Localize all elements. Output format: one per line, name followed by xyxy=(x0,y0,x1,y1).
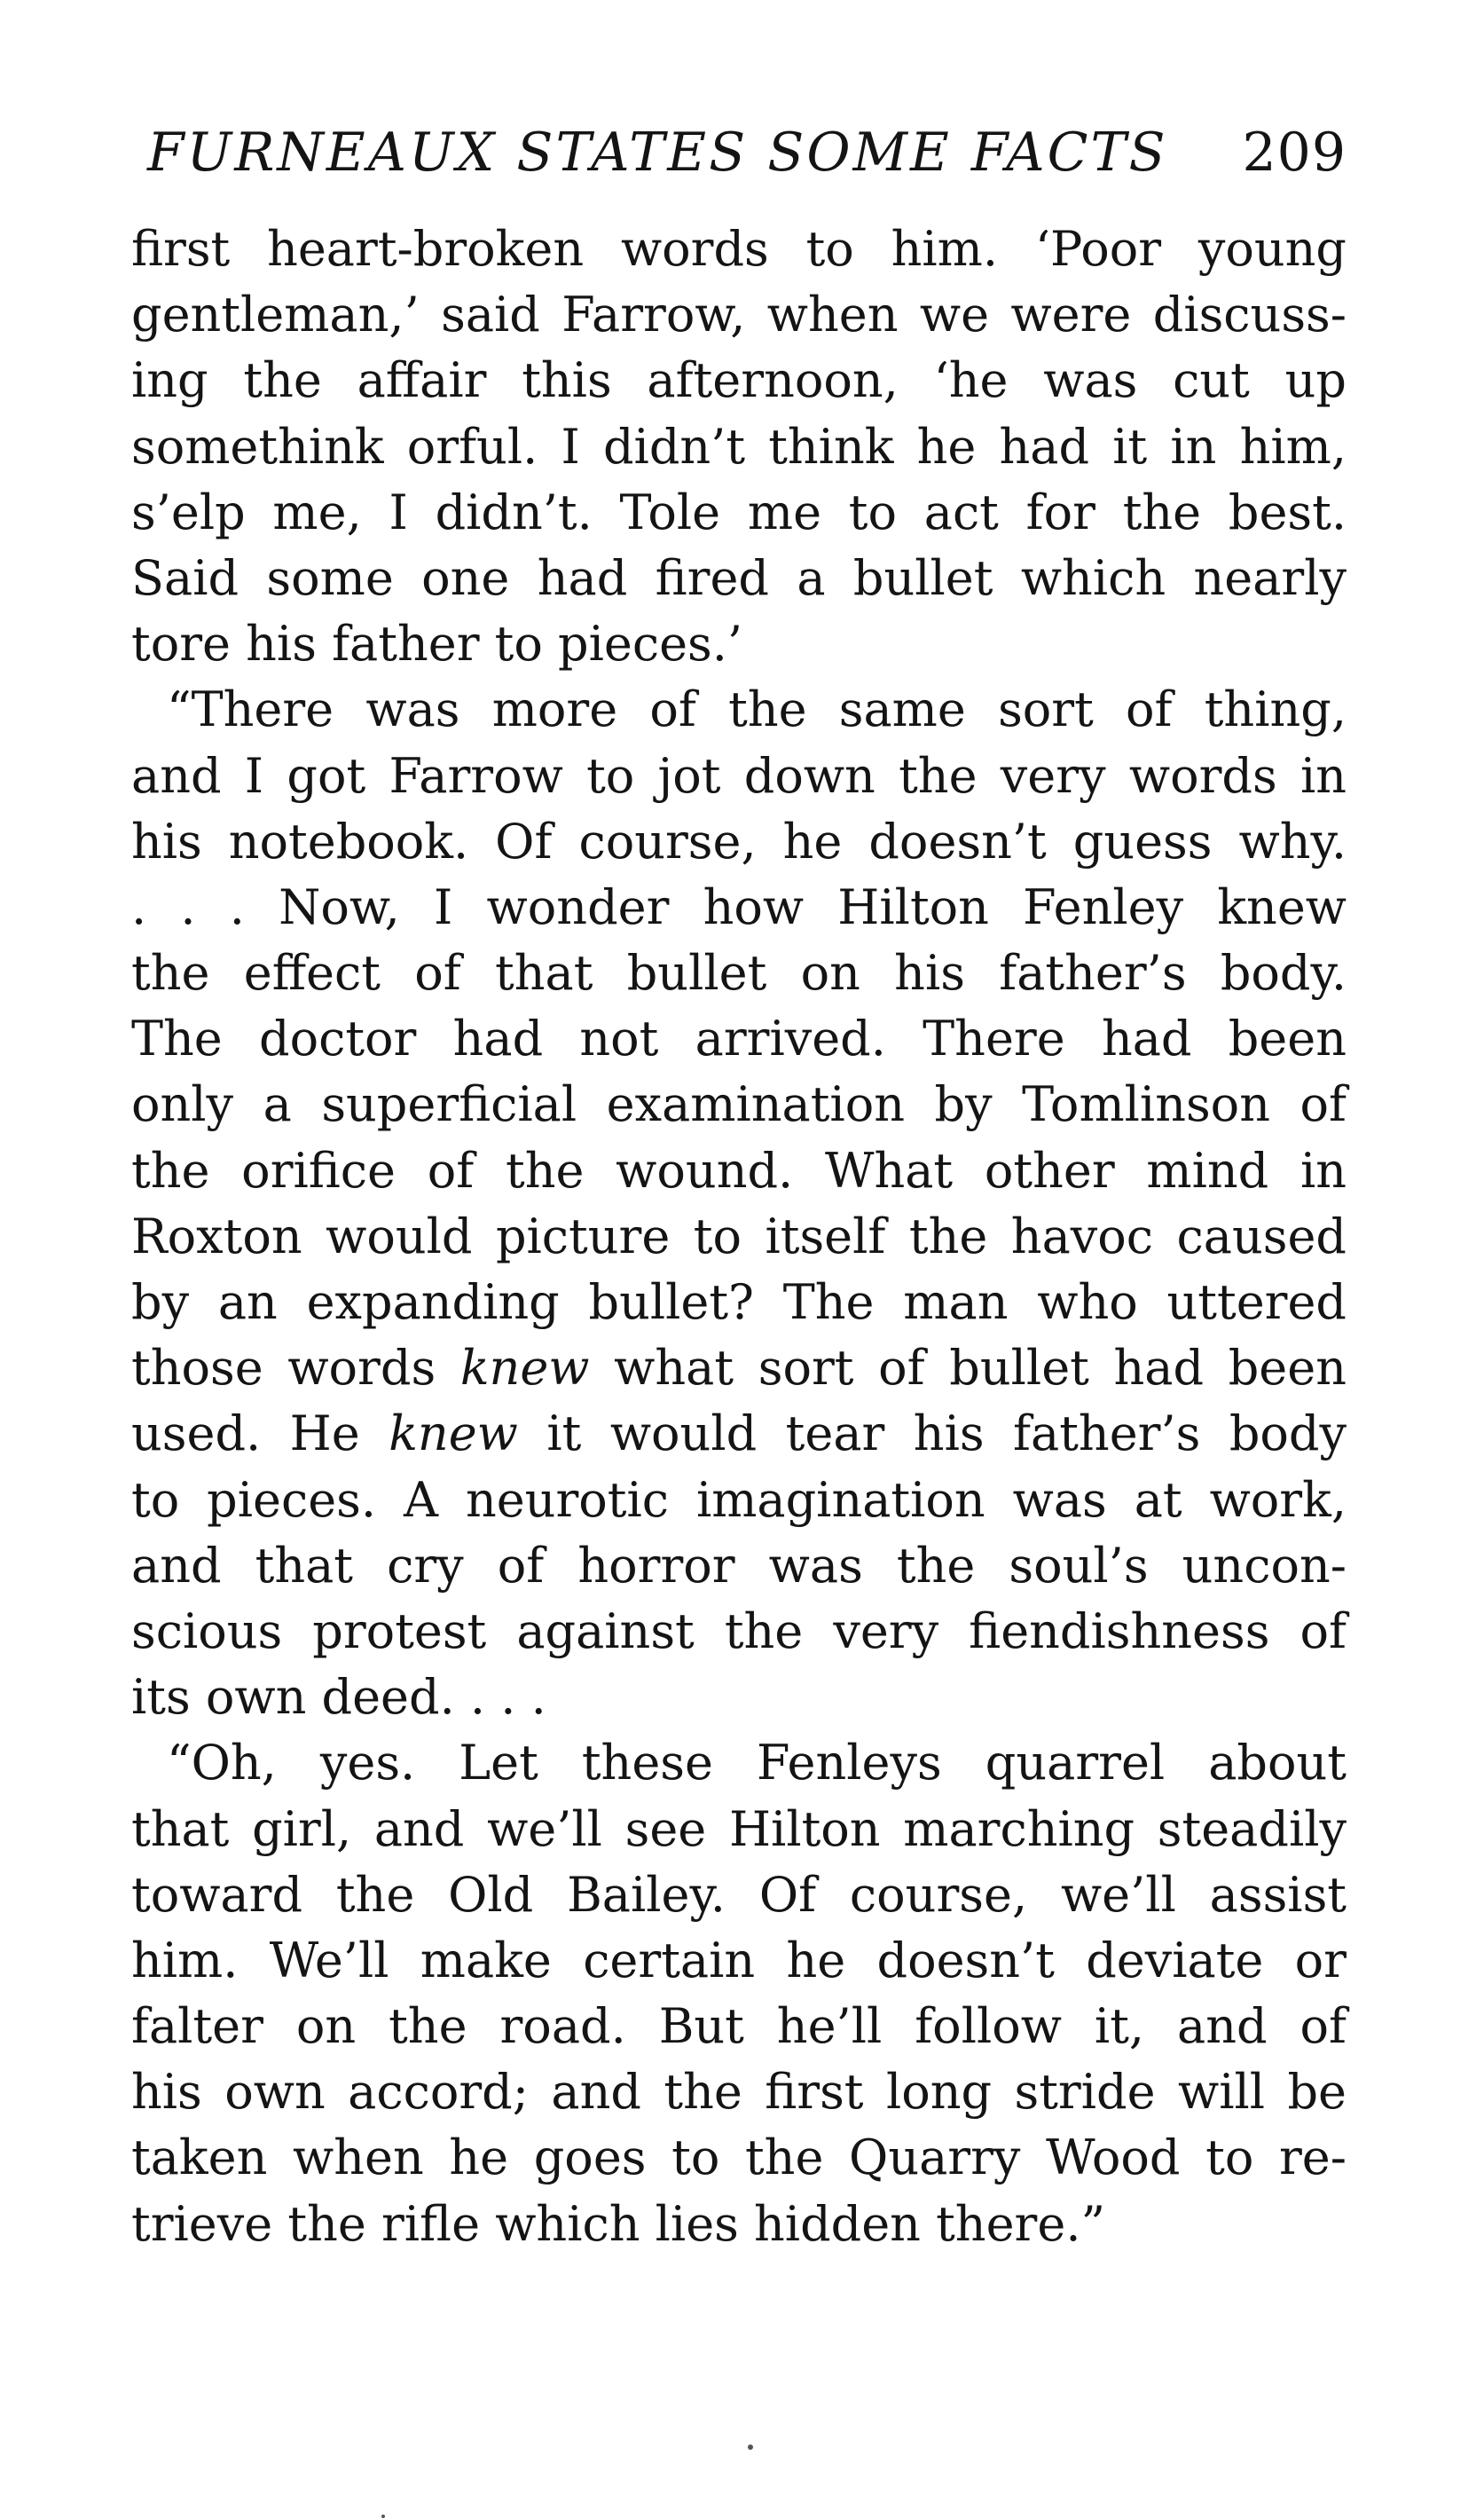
text-line: s’elp me, I didn’t. Tole me to act for the best. xyxy=(131,484,1347,540)
text-run: used. He xyxy=(131,1405,389,1462)
text-line: only a superficial examination by Tomlinson of xyxy=(131,1076,1347,1133)
paragraph-first-line: “There was more of the same sort of thing, xyxy=(167,681,1347,738)
text-line: his own accord; and the first long stride will be xyxy=(131,2064,1347,2121)
running-head xyxy=(147,117,1347,188)
emphasis-knew: knew xyxy=(389,1405,518,1462)
text-line: falter on the road. But he’ll follow it, and of xyxy=(131,1998,1347,2055)
text-line: trieve the rifle which lies hidden there.” xyxy=(131,2195,1106,2252)
text-line: to pieces. A neurotic imagination was at work, xyxy=(131,1471,1347,1528)
paragraph-first-line: “Oh, yes. Let these Fenleys quarrel about xyxy=(167,1735,1347,1791)
body-text xyxy=(131,216,1347,2257)
text-line: tore his father to pieces.’ xyxy=(131,616,743,673)
page-number: 209 xyxy=(1242,122,1347,184)
text-line: toward the Old Bailey. Of course, we’ll assist xyxy=(131,1866,1347,1923)
text-line: the orifice of the wound. What other mind in xyxy=(131,1142,1347,1199)
text-line: him. We’ll make certain he doesn’t deviate or xyxy=(131,1932,1347,1988)
text-line: and that cry of horror was the soul’s uncon- xyxy=(131,1537,1347,1594)
text-line: taken when he goes to the Quarry Wood to re- xyxy=(131,2129,1347,2186)
text-line-with-emphasis xyxy=(131,1335,1347,1401)
emphasis-knew: knew xyxy=(459,1340,590,1397)
text-line: gentleman,’ said Farrow, when we were discuss- xyxy=(131,287,1347,343)
running-title: FURNEAUX STATES SOME FACTS xyxy=(147,122,1168,184)
text-run: what sort of bullet had been xyxy=(589,1340,1347,1397)
text-line: the effect of that bullet on his father’s body. xyxy=(131,945,1347,1002)
text-run: those words xyxy=(131,1340,460,1397)
text-line: and I got Farrow to jot down the very words in xyxy=(131,747,1347,804)
text-line: scious protest against the very fiendishness of xyxy=(131,1602,1347,1659)
text-line: first heart-broken words to him. ‘Poor young xyxy=(131,221,1347,277)
text-line-with-emphasis xyxy=(131,1401,1347,1467)
text-line: somethink orful. I didn’t think he had it in him, xyxy=(131,418,1347,475)
text-line: its own deed. . . . xyxy=(131,1669,546,1726)
text-run: it would tear his father’s body xyxy=(517,1405,1347,1462)
text-line: ing the affair this afternoon, ‘he was cut up xyxy=(131,352,1347,409)
scan-speck xyxy=(748,2444,753,2450)
scan-speck xyxy=(381,2515,385,2518)
text-line: that girl, and we’ll see Hilton marching steadily xyxy=(131,1800,1347,1857)
text-line: Roxton would picture to itself the havoc caused xyxy=(131,1208,1347,1264)
text-line: by an expanding bullet? The man who uttered xyxy=(131,1274,1347,1330)
text-line: The doctor had not arrived. There had been xyxy=(131,1011,1347,1067)
text-line: . . . Now, I wonder how Hilton Fenley knew xyxy=(131,878,1347,935)
text-line: Said some one had fired a bullet which nearly xyxy=(131,549,1347,606)
text-line: his notebook. Of course, he doesn’t guess why. xyxy=(131,813,1347,870)
